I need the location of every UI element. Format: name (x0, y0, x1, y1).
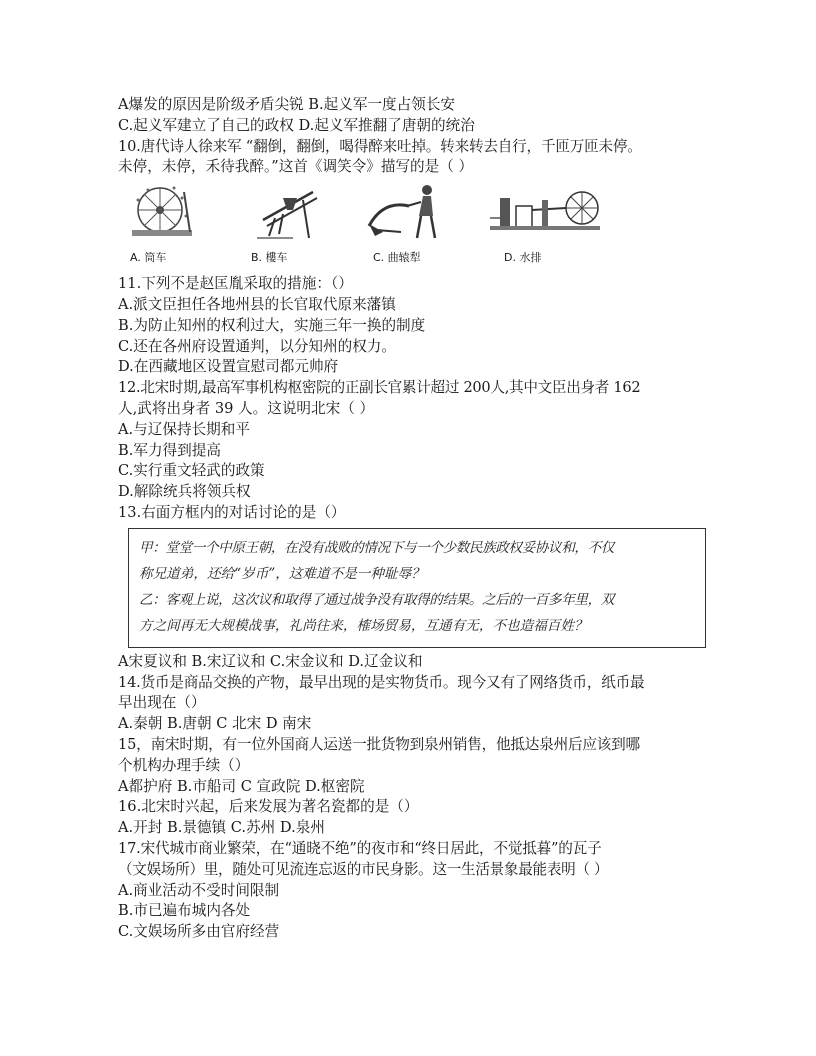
question-content (118, 95, 708, 943)
figure-a-caption: A. 筒车 (130, 251, 167, 265)
q12-option-c: C.实行重文轻武的政策 (118, 462, 265, 480)
q17-option-b: B.市已遍布城内各处 (118, 902, 251, 920)
figure-d (486, 180, 606, 270)
q17-option-a: A.商业活动不受时间限制 (118, 881, 280, 899)
tube-wheel-icon (128, 180, 208, 244)
q10-stem-line-1: 10.唐代诗人徐来军 “翻倒，翻倒，喝得醉来吐掉。转来转去自行，千匝万匝未停。 (118, 137, 642, 155)
q17-option-c: C.文娱场所多由官府经营 (118, 923, 280, 941)
q10-figures (118, 180, 708, 272)
q11-stem: 11.下列不是赵匡胤采取的措施：（） (118, 275, 353, 293)
q15-stem-line-2: 个机构办理手续（） (118, 756, 250, 774)
seed-drill-icon (253, 180, 333, 244)
figure-c (363, 180, 483, 270)
figure-b (253, 180, 373, 270)
q10-stem-line-2: 未停，未停，禾待我醉。”这首《调笑令》描写的是（ ） (118, 158, 474, 176)
q11-option-d: D.在西藏地区设置宣慰司都元帅府 (118, 358, 339, 376)
dialog-box (128, 528, 706, 648)
dialog-line-3: 乙：客观上说，这次议和取得了通过战争没有取得的结果。之后的一百多年里，双 (139, 591, 614, 608)
dialog-text (139, 535, 695, 639)
figure-b-caption: B. 樓车 (251, 251, 288, 265)
curved-plow-icon (363, 180, 453, 244)
q12-option-d: D.解除统兵将领兵权 (118, 483, 251, 501)
figure-d-caption: D. 水排 (504, 251, 542, 265)
figure-a (128, 180, 248, 270)
q16-options: A.开封 B.景德镇 C.苏州 D.泉州 (118, 819, 325, 837)
q15-options: A都护府 B.市船司 C 宣政院 D.枢密院 (118, 777, 365, 795)
q14-stem-line-1: 14.货币是商品交换的产物，最早出现的是实物货币。现今又有了网络货币，纸币最 (118, 673, 645, 691)
q9-option-cd: C.起义军建立了自己的政权 D.起义军推翻了唐朝的统治 (118, 116, 475, 134)
q14-options: A.秦朝 B.唐朝 C 北宋 D 南宋 (118, 715, 312, 733)
q11-option-c: C.还在各州府设置通判，以分知州的权力。 (118, 337, 396, 355)
q16-stem: 16.北宋时兴起，后来发展为著名瓷都的是（） (118, 798, 419, 816)
q9-option-ab: A爆发的原因是阶级矛盾尖锐 B.起义军一度占领长安 (118, 96, 456, 113)
dialog-line-2: 称兄道弟，还给“岁币”，这难道不是一种耻辱？ (139, 565, 425, 582)
q12-option-a: A.与辽保持长期和平 (118, 420, 250, 438)
q12-option-b: B.军力得到提高 (118, 441, 221, 459)
dialog-line-4: 方之间再无大规模战事，礼尚往来，榷场贸易，互通有无，不也造福百姓？ (139, 617, 588, 634)
q12-stem-line-2: 人,武将出身者 39 人。这说明北宋（ ） (118, 399, 375, 417)
q17-stem-line-1: 17.宋代城市商业繁荣，在“通晓不绝”的夜市和“终日居此，不觉抵暮”的瓦子 (118, 839, 602, 857)
q17-stem-line-2: （文娱场所）里，随处可见流连忘返的市民身影。这一生活景象最能表明（ ） (118, 860, 609, 878)
q11-option-a: A.派文臣担任各地州县的长官取代原来藩镇 (118, 295, 396, 313)
q13-stem: 13.右面方框内的对话讨论的是（） (118, 503, 346, 521)
water-bellows-icon (486, 180, 606, 244)
q12-stem-line-1: 12.北宋时期,最高军事机构枢密院的正副长官累计超过 200人,其中文臣出身者 162 (118, 379, 641, 397)
q15-stem-line-1: 15，南宋时期，有一位外国商人运送一批货物到泉州销售，他抵达泉州后应该到哪 (118, 735, 640, 753)
q14-stem-line-2: 早出现在（） (118, 694, 206, 712)
figure-c-caption: C. 曲辕犁 (373, 251, 421, 265)
dialog-line-1: 甲：堂堂一个中原王朝，在没有战败的情况下与一个少数民族政权妥协议和，不仅 (139, 539, 614, 556)
q11-option-b: B.为防止知州的权利过大，实施三年一换的制度 (118, 316, 426, 334)
q13-options: A宋夏议和 B.宋辽议和 C.宋金议和 D.辽金议和 (118, 652, 423, 670)
